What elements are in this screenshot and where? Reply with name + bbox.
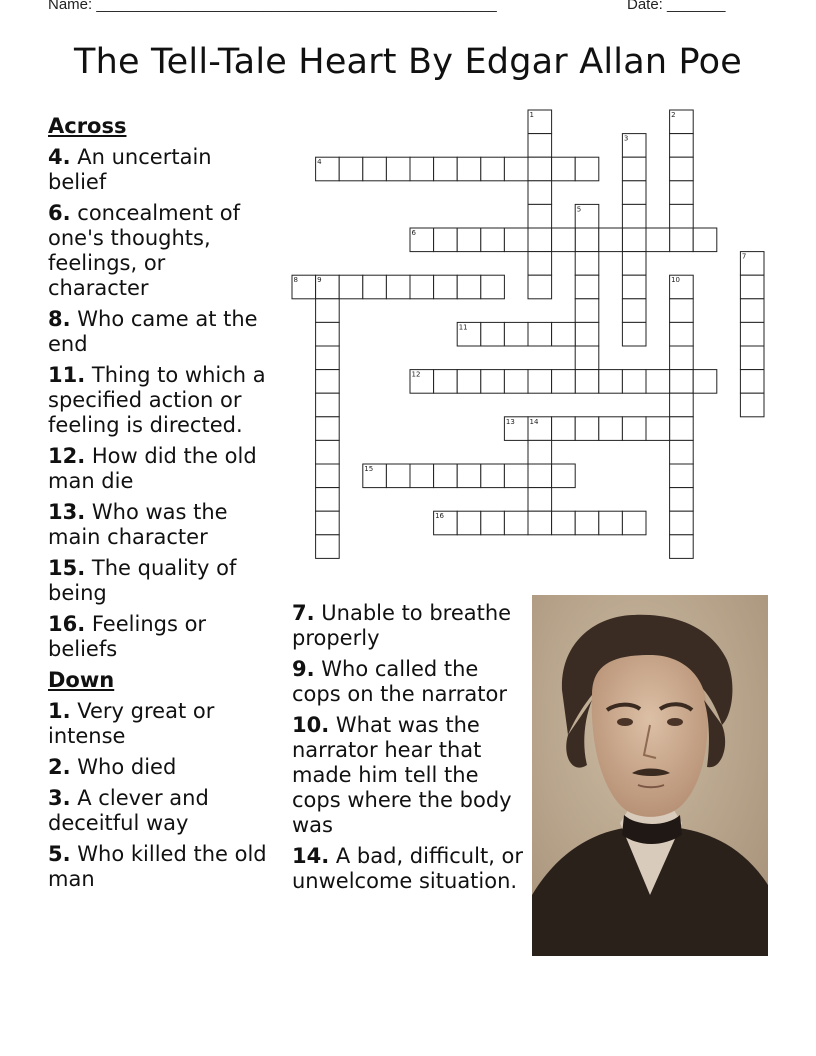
clue-text: Who died <box>70 755 177 779</box>
crossword-cell[interactable] <box>552 417 576 441</box>
clues-left-column <box>48 114 270 898</box>
crossword-cell[interactable] <box>457 228 481 252</box>
clue-number: 10. <box>292 713 330 737</box>
crossword-cell[interactable] <box>740 275 764 299</box>
clue-number: 7. <box>292 601 315 625</box>
clue-across-8 <box>48 307 270 357</box>
crossword-cell[interactable] <box>670 511 694 535</box>
cell-number: 11 <box>458 323 468 332</box>
clue-down-10 <box>292 713 528 838</box>
crossword-cell[interactable] <box>670 370 694 394</box>
crossword-cell[interactable] <box>552 157 576 181</box>
crossword-cell[interactable] <box>670 322 694 346</box>
crossword-cell[interactable] <box>599 370 623 394</box>
crossword-cell[interactable] <box>670 134 694 158</box>
crossword-cell[interactable] <box>575 299 599 323</box>
clue-text: A clever and deceitful way <box>48 786 209 835</box>
crossword-cell[interactable] <box>316 346 340 370</box>
clue-number: 13. <box>48 500 86 524</box>
crossword-cell[interactable] <box>481 322 505 346</box>
clue-across-11 <box>48 363 270 438</box>
clue-text: Who killed the old man <box>48 842 267 891</box>
clue-number: 5. <box>48 842 71 866</box>
crossword-cell[interactable] <box>434 464 458 488</box>
crossword-cell[interactable] <box>528 370 552 394</box>
crossword-cell[interactable] <box>504 157 528 181</box>
clue-text: Who called the cops on the narrator <box>292 657 507 706</box>
crossword-cell[interactable] <box>646 417 670 441</box>
crossword-cell[interactable] <box>410 464 434 488</box>
crossword-cell[interactable] <box>481 228 505 252</box>
down-heading: Down <box>48 668 115 692</box>
crossword-cell[interactable] <box>622 275 646 299</box>
crossword-cell[interactable] <box>670 110 694 134</box>
crossword-cell[interactable] <box>316 322 340 346</box>
clue-number: 6. <box>48 201 71 225</box>
clue-down-9 <box>292 657 528 707</box>
crossword-cell[interactable] <box>693 370 717 394</box>
crossword-cell[interactable] <box>740 322 764 346</box>
crossword-cell[interactable] <box>316 464 340 488</box>
crossword-cell[interactable] <box>575 157 599 181</box>
clue-across-16 <box>48 612 270 662</box>
crossword-cell[interactable] <box>434 370 458 394</box>
crossword-cell[interactable] <box>363 157 387 181</box>
crossword-cell[interactable] <box>528 511 552 535</box>
crossword-cell[interactable] <box>670 228 694 252</box>
crossword-cell[interactable] <box>504 417 528 441</box>
clue-number: 3. <box>48 786 71 810</box>
clue-down-1 <box>48 699 270 749</box>
crossword-cell[interactable] <box>363 464 387 488</box>
crossword-cell[interactable] <box>670 535 694 559</box>
portrait-image <box>532 595 768 956</box>
crossword-cell[interactable] <box>481 157 505 181</box>
crossword-cell[interactable] <box>575 322 599 346</box>
crossword-cell[interactable] <box>457 464 481 488</box>
clue-number: 15. <box>48 556 86 580</box>
clue-text: Very great or intense <box>48 699 215 748</box>
crossword-cell[interactable] <box>622 134 646 158</box>
cell-number: 3 <box>623 134 629 143</box>
crossword-cell[interactable] <box>552 370 576 394</box>
crossword-cell[interactable] <box>552 228 576 252</box>
clue-text: Unable to breathe properly <box>292 601 512 650</box>
crossword-cell[interactable] <box>622 181 646 205</box>
crossword-cell[interactable] <box>670 157 694 181</box>
clue-across-12 <box>48 444 270 494</box>
crossword-cell[interactable] <box>457 275 481 299</box>
cell-number: 9 <box>317 276 322 285</box>
clue-text: Who was the main character <box>48 500 228 549</box>
crossword-cell[interactable] <box>386 464 410 488</box>
crossword-cell[interactable] <box>622 252 646 276</box>
crossword-cell[interactable] <box>740 393 764 417</box>
clue-across-15 <box>48 556 270 606</box>
crossword-cell[interactable] <box>670 275 694 299</box>
clue-down-5 <box>48 842 270 892</box>
crossword-cell[interactable] <box>528 204 552 228</box>
cell-number: 12 <box>411 370 421 379</box>
crossword-cell[interactable] <box>528 134 552 158</box>
clue-down-3 <box>48 786 270 836</box>
crossword-cell[interactable] <box>670 417 694 441</box>
across-heading: Across <box>48 114 127 138</box>
clue-text: Who came at the end <box>48 307 258 356</box>
crossword-cell[interactable] <box>481 370 505 394</box>
crossword-cell[interactable] <box>670 464 694 488</box>
crossword-cell[interactable] <box>434 228 458 252</box>
crossword-cell[interactable] <box>457 370 481 394</box>
crossword-cell[interactable] <box>410 275 434 299</box>
crossword-cell[interactable] <box>528 440 552 464</box>
cell-number: 5 <box>576 205 582 214</box>
crossword-cell[interactable] <box>622 511 646 535</box>
crossword-cell[interactable] <box>528 464 552 488</box>
crossword-cell[interactable] <box>575 228 599 252</box>
clue-text: An uncertain belief <box>48 145 212 194</box>
crossword-cell[interactable] <box>670 181 694 205</box>
crossword-cell[interactable] <box>622 322 646 346</box>
crossword-cell[interactable] <box>316 417 340 441</box>
date-field[interactable]: Date: _______ <box>627 0 726 13</box>
crossword-cell[interactable] <box>622 370 646 394</box>
crossword-cell[interactable] <box>434 157 458 181</box>
crossword-cell[interactable] <box>386 275 410 299</box>
crossword-cell[interactable] <box>504 228 528 252</box>
clue-number: 1. <box>48 699 71 723</box>
crossword-cell[interactable] <box>316 440 340 464</box>
crossword-cell[interactable] <box>481 275 505 299</box>
crossword-cell[interactable] <box>316 393 340 417</box>
crossword-cell[interactable] <box>528 228 552 252</box>
crossword-cell[interactable] <box>292 275 316 299</box>
crossword-cell[interactable] <box>339 157 363 181</box>
cell-number: 14 <box>529 417 539 426</box>
crossword-cell[interactable] <box>575 275 599 299</box>
crossword-cell[interactable] <box>552 464 576 488</box>
crossword-cell[interactable] <box>575 417 599 441</box>
crossword-cell[interactable] <box>434 511 458 535</box>
page-title: The Tell-Tale Heart By Edgar Allan Poe <box>74 42 742 82</box>
crossword-cell[interactable] <box>434 275 458 299</box>
crossword-cell[interactable] <box>316 511 340 535</box>
cell-number: 4 <box>317 158 322 167</box>
crossword-cell[interactable] <box>504 464 528 488</box>
crossword-cell[interactable] <box>670 299 694 323</box>
crossword-cell[interactable] <box>693 228 717 252</box>
crossword-cell[interactable] <box>528 110 552 134</box>
clues-right-column <box>292 601 528 900</box>
poe-portrait <box>532 595 768 956</box>
clue-text: Feelings or beliefs <box>48 612 207 661</box>
crossword-cell[interactable] <box>575 252 599 276</box>
crossword-cell[interactable] <box>622 417 646 441</box>
crossword-cell[interactable] <box>528 275 552 299</box>
crossword-cell[interactable] <box>504 370 528 394</box>
crossword-cell[interactable] <box>622 228 646 252</box>
crossword-cell[interactable] <box>528 252 552 276</box>
crossword-cell[interactable] <box>410 228 434 252</box>
clue-text: The quality of being <box>48 556 237 605</box>
crossword-cell[interactable] <box>481 511 505 535</box>
crossword-cell[interactable] <box>363 275 387 299</box>
clue-down-14 <box>292 844 528 894</box>
crossword-cell[interactable] <box>316 157 340 181</box>
clue-number: 11. <box>48 363 86 387</box>
crossword-cell[interactable] <box>457 157 481 181</box>
clue-number: 14. <box>292 844 330 868</box>
clue-number: 4. <box>48 145 71 169</box>
crossword-cell[interactable] <box>646 370 670 394</box>
crossword-cell[interactable] <box>740 252 764 276</box>
cell-number: 16 <box>435 512 445 521</box>
cell-number: 7 <box>741 252 747 261</box>
crossword-cell[interactable] <box>670 488 694 512</box>
crossword-cell[interactable] <box>504 511 528 535</box>
crossword-cell[interactable] <box>670 346 694 370</box>
crossword-cell[interactable] <box>670 204 694 228</box>
crossword-cell[interactable] <box>599 417 623 441</box>
crossword-cell[interactable] <box>339 275 363 299</box>
crossword-cell[interactable] <box>575 511 599 535</box>
crossword-cell[interactable] <box>552 322 576 346</box>
crossword-cell[interactable] <box>528 417 552 441</box>
cell-number: 10 <box>671 276 681 285</box>
cell-number: 8 <box>293 276 298 285</box>
crossword-cell[interactable] <box>646 228 670 252</box>
cell-number: 1 <box>529 111 534 119</box>
crossword-cell[interactable] <box>575 204 599 228</box>
cell-number: 2 <box>671 111 676 119</box>
crossword-cell[interactable] <box>740 370 764 394</box>
cell-number: 13 <box>505 417 515 426</box>
crossword-cell[interactable] <box>528 157 552 181</box>
crossword-cell[interactable] <box>457 322 481 346</box>
clue-number: 2. <box>48 755 71 779</box>
crossword-cell[interactable] <box>528 181 552 205</box>
crossword-cell[interactable] <box>740 299 764 323</box>
clue-across-6 <box>48 201 270 301</box>
cell-number: 6 <box>411 229 416 237</box>
clue-text: concealment of one's thoughts, feelings, or character <box>48 201 240 300</box>
clue-number: 9. <box>292 657 315 681</box>
crossword-cell[interactable] <box>316 488 340 512</box>
crossword-cell[interactable] <box>528 322 552 346</box>
crossword-cell[interactable] <box>622 157 646 181</box>
clue-text: How did the old man die <box>48 444 257 493</box>
clue-across-13 <box>48 500 270 550</box>
crossword-cell[interactable] <box>316 535 340 559</box>
name-field[interactable]: Name: ________________________________________________ <box>48 0 497 13</box>
clue-number: 12. <box>48 444 86 468</box>
crossword-cell[interactable] <box>575 346 599 370</box>
clue-text: A bad, difficult, or unwelcome situation. <box>292 844 524 893</box>
cell-number: 15 <box>364 465 374 473</box>
clue-across-4 <box>48 145 270 195</box>
crossword-cell[interactable] <box>481 464 505 488</box>
crossword-cell[interactable] <box>552 511 576 535</box>
clue-number: 16. <box>48 612 86 636</box>
clue-text: Thing to which a specified action or feeling is directed. <box>48 363 266 437</box>
crossword-cell[interactable] <box>410 370 434 394</box>
crossword-cell[interactable] <box>575 370 599 394</box>
crossword-cell[interactable] <box>599 228 623 252</box>
crossword-cell[interactable] <box>410 157 434 181</box>
crossword-cell[interactable] <box>457 511 481 535</box>
crossword-cell[interactable] <box>504 322 528 346</box>
crossword-cell[interactable] <box>622 204 646 228</box>
crossword-cell[interactable] <box>386 157 410 181</box>
crossword-cell[interactable] <box>316 370 340 394</box>
clue-number: 8. <box>48 307 71 331</box>
clue-down-7 <box>292 601 528 651</box>
crossword-cell[interactable] <box>670 393 694 417</box>
crossword-cell[interactable] <box>599 511 623 535</box>
clue-down-2 <box>48 755 270 780</box>
crossword-cell[interactable] <box>316 275 340 299</box>
crossword-cell[interactable] <box>316 299 340 323</box>
crossword-cell[interactable] <box>622 299 646 323</box>
crossword-cell[interactable] <box>670 440 694 464</box>
crossword-cell[interactable] <box>528 488 552 512</box>
clue-text: What was the narrator hear that made him tell the cops where the body was <box>292 713 512 837</box>
crossword-cell[interactable] <box>740 346 764 370</box>
